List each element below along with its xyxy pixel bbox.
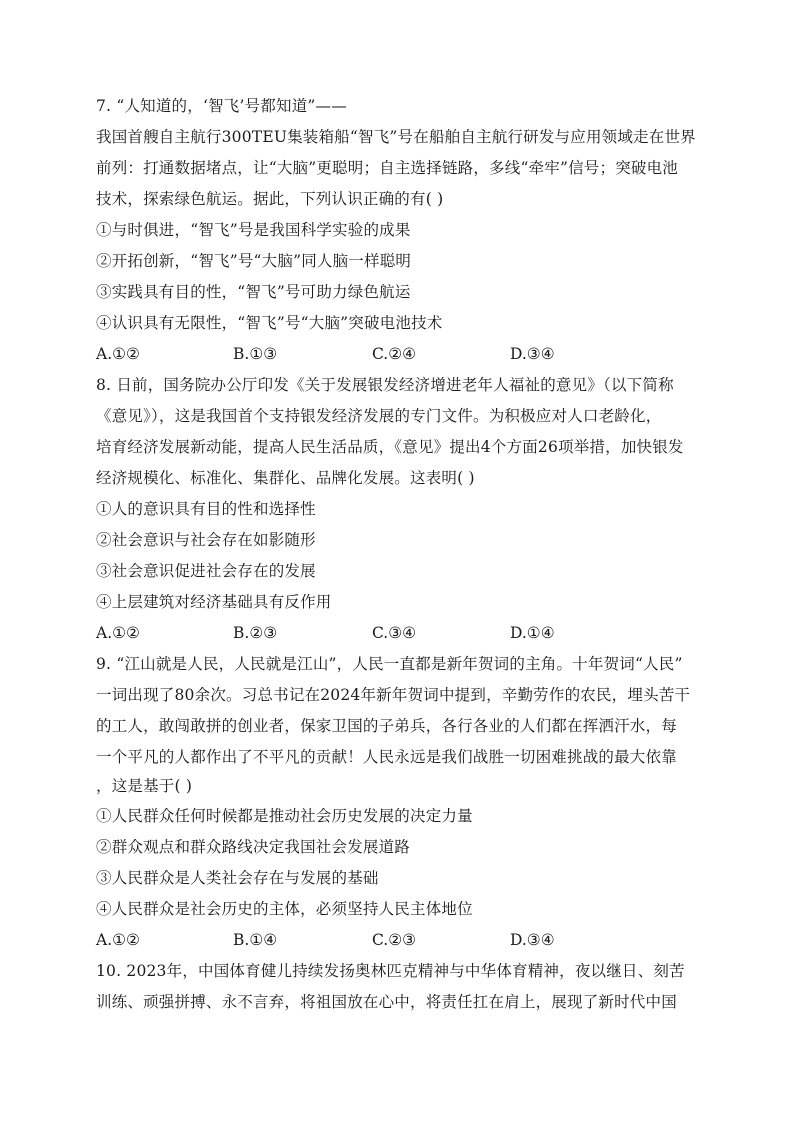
question-8-stem-line: 经济规模化、标准化、集群化、品牌化发展。这表明( ) [96, 469, 475, 487]
question-8-stem-line: 8. 日前，国务院办公厅印发《关于发展银发经济增进老年人福祉的意见》（以下简称 [96, 376, 674, 394]
question-9-statement: ②群众观点和群众路线决定我国社会发展道路 [96, 838, 411, 856]
question-10-stem-line: 训练、顽强拼搏、永不言弃，将祖国放在心中，将责任扛在肩上，展现了新时代中国 [96, 993, 677, 1011]
question-9-stem-line: ，这是基于( ) [96, 777, 193, 795]
question-9-statement: ③人民群众是人类社会存在与发展的基础 [96, 869, 379, 887]
question-8-stem-line: 《意见》），这是我国首个支持银发经济发展的专门文件。为积极应对人口老龄化， [96, 407, 662, 425]
option-a[interactable]: A.①② [96, 624, 140, 642]
question-7-stem-line: 7. “人知道的，‘智飞’号都知道”—— [96, 97, 347, 115]
option-b[interactable]: B.①④ [233, 931, 278, 949]
option-a[interactable]: A.①② [96, 345, 140, 363]
question-9-stem-line: 一词出现了80余次。习总书记在2024年新年贺词中提到，辛勤劳作的农民，埋头苦干 [96, 686, 691, 704]
question-10-stem-line: 10. 2023年，中国体育健儿持续发扬奥林匹克精神与中华体育精神，夜以继日、刻苦 [96, 962, 685, 980]
question-8-statement: ③社会意识促进社会存在的发展 [96, 562, 316, 580]
question-8-statement: ②社会意识与社会存在如影随形 [96, 531, 316, 549]
option-a[interactable]: A.①② [96, 931, 140, 949]
question-9-statement: ④人民群众是社会历史的主体，必须坚持人民主体地位 [96, 900, 473, 918]
question-9-stem-line: 一个平凡的人都作出了不平凡的贡献！人民永远是我们战胜一切困难挑战的最大依靠 [96, 748, 677, 766]
option-d[interactable]: D.①④ [510, 624, 555, 642]
question-7-statement: ②开拓创新，“智飞”号“大脑”同人脑一样聪明 [96, 252, 412, 270]
question-9-stem-line: 9. “江山就是人民，人民就是江山”，人民一直都是新年贺词的主角。十年贺词“人民” [96, 655, 683, 673]
question-8-statement: ①人的意识具有目的性和选择性 [96, 500, 316, 518]
option-d[interactable]: D.③④ [510, 931, 555, 949]
question-7-statement: ①与时俱进，“智飞”号是我国科学实验的成果 [96, 221, 411, 239]
question-7-options [96, 344, 696, 364]
question-7-stem-line: 技术，探索绿色航运。据此，下列认识正确的有( ) [96, 190, 444, 208]
question-7-statement: ④认识具有无限性，“智飞”号“大脑”突破电池技术 [96, 314, 443, 332]
option-b[interactable]: B.①③ [233, 345, 278, 363]
option-b[interactable]: B.②③ [233, 624, 278, 642]
question-9-stem-line: 的工人，敢闯敢拼的创业者，保家卫国的子弟兵，各行各业的人们都在挥洒汗水，每 [96, 717, 677, 735]
question-9-statement: ①人民群众任何时候都是推动社会历史发展的决定力量 [96, 807, 473, 825]
question-8-statement: ④上层建筑对经济基础具有反作用 [96, 593, 332, 611]
option-d[interactable]: D.③④ [510, 345, 555, 363]
question-7-statement: ③实践具有目的性，“智飞”号可助力绿色航运 [96, 283, 411, 301]
option-c[interactable]: C.③④ [372, 624, 417, 642]
option-c[interactable]: C.②④ [372, 345, 417, 363]
question-7-stem-line: 我国首艘自主航行300TEU集装箱船“智飞”号在船舶自主航行研发与应用领域走在世界 [96, 128, 696, 146]
question-9-options [96, 930, 696, 950]
question-8-options [96, 623, 696, 643]
question-7-stem-line: 前列：打通数据堵点，让“大脑”更聪明；自主选择链路，多线“牵牢”信号；突破电池 [96, 159, 678, 177]
option-c[interactable]: C.②③ [372, 931, 417, 949]
question-8-stem-line: 培育经济发展新动能，提高人民生活品质，《意见》提出4个方面26项举措，加快银发 [96, 438, 684, 456]
